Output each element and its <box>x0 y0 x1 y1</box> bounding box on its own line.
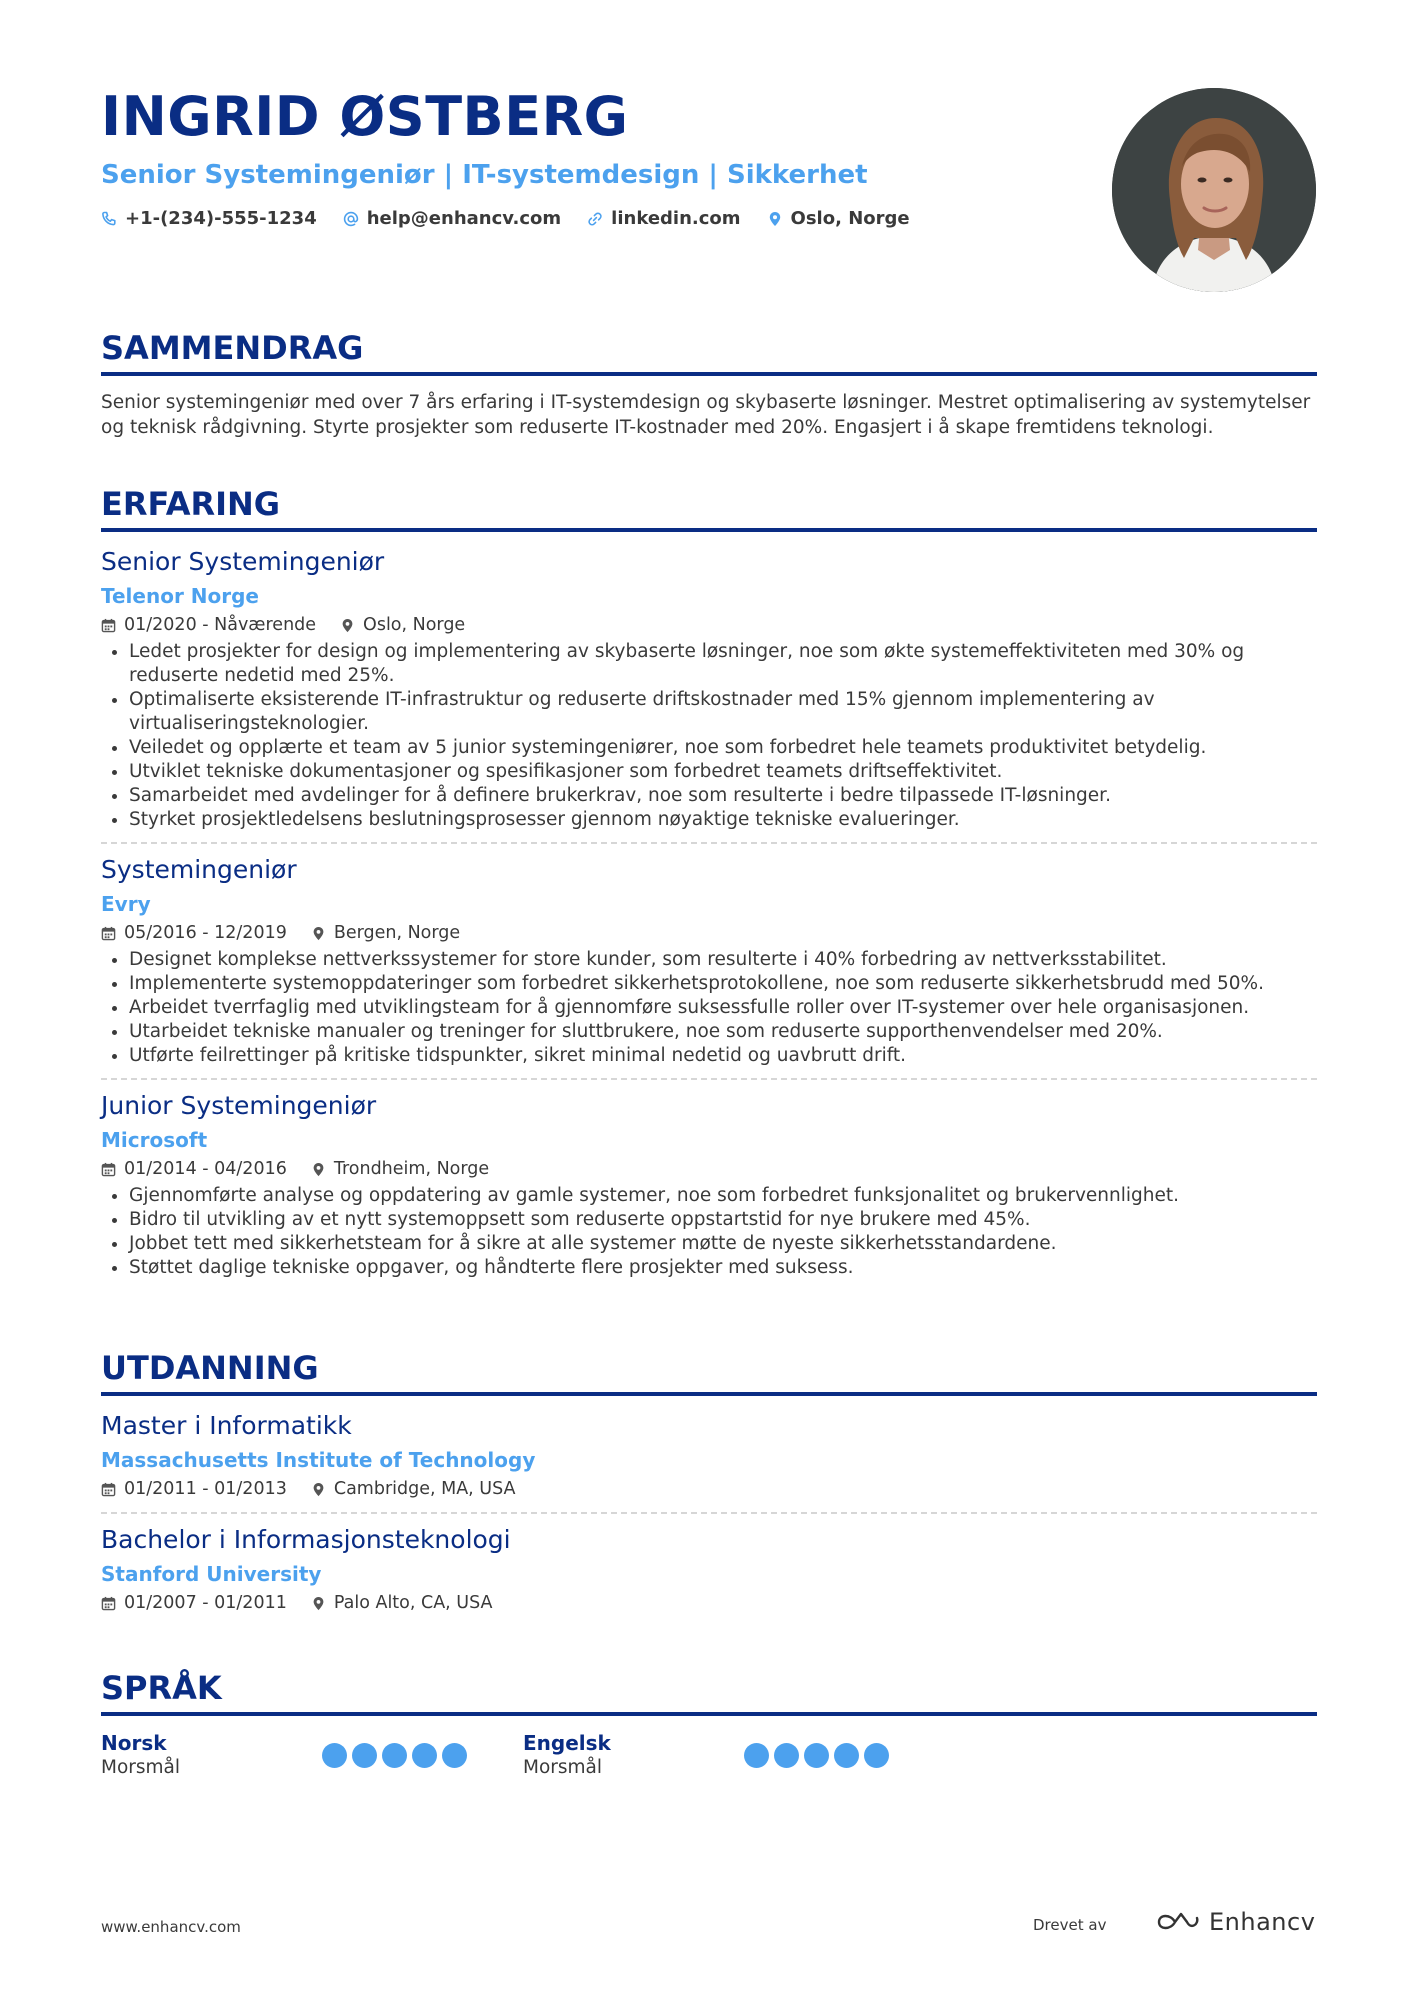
rating-dot <box>412 1743 437 1768</box>
contact-linkedin-text: linkedin.com <box>611 208 741 229</box>
education-meta <box>101 1476 1317 1502</box>
location-pin-icon <box>311 926 326 941</box>
contact-phone-text: +1-(234)-555-1234 <box>125 208 317 229</box>
job-bullets <box>101 640 1317 832</box>
resume-header <box>101 84 1101 229</box>
contact-email-text: help@enhancv.com <box>366 208 562 229</box>
education-entry <box>101 1410 1317 1502</box>
job-entry <box>101 1090 1317 1280</box>
summary-text: Senior systemingeniør med over 7 års erfaring i IT-systemdesign og skybaserte løsninger. Mestret optimalisering av systemytelser og teknisk rådgivning. Styrte prosjekter som reduserte IT-kostnader med 20%. Engasjert i å skape fremtidens teknologi. <box>101 392 1311 438</box>
contact-phone[interactable] <box>101 208 317 229</box>
education-entry <box>101 1524 1317 1616</box>
contact-linkedin[interactable] <box>587 208 740 229</box>
job-title: Senior Systemingeniør <box>101 547 385 576</box>
job-location: Trondheim, Norge <box>333 1159 490 1179</box>
job-dates: 05/2016 - 12/2019 <box>124 923 287 943</box>
bullet-item: • Utarbeidet tekniske manualer og treninger for sluttbrukere, noe som reduserte supporthenvendelser med 20%. <box>129 1020 1317 1044</box>
calendar-icon <box>101 1162 116 1177</box>
entry-divider <box>101 842 1317 844</box>
bullet-item: • Implementerte systemoppdateringer som forbedret sikkerhetsprotokollene, noe som reduserte sikkerhetsbrudd med 50%. <box>129 972 1317 996</box>
job-location: Oslo, Norge <box>363 615 466 635</box>
bullet-item: • Styrket prosjektledelsens beslutningsprosesser gjennom nøyaktige tekniske evalueringer. <box>129 808 1317 832</box>
company-name: Evry <box>101 892 151 916</box>
experience-heading: ERFARING <box>101 485 281 523</box>
job-dates: 01/2020 - Nåværende <box>124 615 317 635</box>
language-item <box>523 1730 889 1780</box>
page-footer <box>101 1908 1317 1948</box>
calendar-icon <box>101 618 116 633</box>
location-pin-icon <box>311 1482 326 1497</box>
rating-dot <box>804 1743 829 1768</box>
languages-section <box>101 1668 1317 1780</box>
bullet-item: • Jobbet tett med sikkerhetsteam for å sikre at alle systemer møtte de nyeste sikkerhetsstandardene. <box>129 1232 1317 1256</box>
bullet-item: • Støttet daglige tekniske oppgaver, og håndterte flere prosjekter med suksess. <box>129 1256 1317 1280</box>
location-pin-icon <box>311 1596 326 1611</box>
experience-section <box>101 484 1317 1280</box>
job-meta <box>101 1156 1317 1182</box>
bullet-item: • Optimaliserte eksisterende IT-infrastruktur og reduserte driftskostnader med 15% gjennom implementering av virtualiseringsteknologier. <box>129 688 1317 736</box>
education-meta <box>101 1590 1317 1616</box>
language-rating <box>744 1730 889 1780</box>
candidate-name: INGRID ØSTBERG <box>101 85 629 148</box>
rating-dot <box>382 1743 407 1768</box>
at-sign-icon <box>343 211 359 227</box>
company-name: Telenor Norge <box>101 584 259 608</box>
languages-heading: SPRÅK <box>101 1669 222 1707</box>
contact-email[interactable] <box>343 208 561 229</box>
bullet-item: • Ledet prosjekter for design og implementering av skybaserte løsninger, noe som økte systemeffektiviteten med 30% og reduserte nedetid med 25%. <box>129 640 1317 688</box>
education-heading: UTDANNING <box>101 1349 319 1387</box>
job-title: Systemingeniør <box>101 855 297 884</box>
calendar-icon <box>101 1482 116 1497</box>
summary-section <box>101 328 1317 440</box>
section-divider <box>101 1712 1317 1716</box>
brand-logo[interactable] <box>1155 1908 1315 1936</box>
education-dates: 01/2011 - 01/2013 <box>124 1479 287 1499</box>
company-name: Microsoft <box>101 1128 208 1152</box>
location-pin-icon <box>311 1162 326 1177</box>
footer-powered-by: Drevet av <box>1033 1916 1107 1934</box>
contact-bar <box>101 208 1101 229</box>
bullet-item: • Gjennomførte analyse og oppdatering av gamle systemer, noe som forbedret funksjonalitet og brukervennlighet. <box>129 1184 1317 1208</box>
bullet-item: • Arbeidet tverrfaglig med utviklingsteam for å gjennomføre suksessfulle roller over IT-systemer over hele organisasjonen. <box>129 996 1317 1020</box>
education-section <box>101 1348 1317 1616</box>
location-pin-icon <box>340 618 355 633</box>
enhancv-logo-icon <box>1155 1910 1201 1934</box>
school-name: Stanford University <box>101 1562 322 1586</box>
rating-dot <box>352 1743 377 1768</box>
summary-heading: SAMMENDRAG <box>101 329 364 367</box>
contact-location-text: Oslo, Norge <box>790 208 910 229</box>
link-icon <box>587 211 603 227</box>
job-entry <box>101 546 1317 832</box>
job-entry <box>101 854 1317 1068</box>
rating-dot <box>774 1743 799 1768</box>
rating-dot <box>744 1743 769 1768</box>
education-location: Cambridge, MA, USA <box>333 1479 516 1499</box>
rating-dot <box>322 1743 347 1768</box>
education-dates: 01/2007 - 01/2011 <box>124 1593 287 1613</box>
job-location: Bergen, Norge <box>333 923 461 943</box>
school-name: Massachusetts Institute of Technology <box>101 1448 536 1472</box>
job-bullets <box>101 1184 1317 1280</box>
bullet-item: • Veiledet og opplærte et team av 5 junior systemingeniører, noe som forbedret hele teamets produktivitet betydelig. <box>129 736 1317 760</box>
bullet-item: • Bidro til utvikling av et nytt systemoppsett som reduserte oppstartstid for nye brukere med 45%. <box>129 1208 1317 1232</box>
degree-title: Master i Informatikk <box>101 1411 352 1440</box>
languages-list <box>101 1730 1317 1780</box>
language-level: Morsmål <box>101 1757 181 1778</box>
language-item <box>101 1730 467 1780</box>
bullet-item: • Utviklet tekniske dokumentasjoner og spesifikasjoner som forbedret teamets driftseffektivitet. <box>129 760 1317 784</box>
job-meta <box>101 612 1317 638</box>
calendar-icon <box>101 1596 116 1611</box>
bullet-item: • Samarbeidet med avdelinger for å definere brukerkrav, noe som resulterte i bedre tilpassede IT-løsninger. <box>129 784 1317 808</box>
job-dates: 01/2014 - 04/2016 <box>124 1159 287 1179</box>
language-level: Morsmål <box>523 1757 603 1778</box>
rating-dot <box>442 1743 467 1768</box>
phone-icon <box>101 211 117 227</box>
job-meta <box>101 920 1317 946</box>
language-rating <box>322 1730 467 1780</box>
calendar-icon <box>101 926 116 941</box>
rating-dot <box>864 1743 889 1768</box>
bullet-item: • Utførte feilrettinger på kritiske tidspunkter, sikret minimal nedetid og uavbrutt drift. <box>129 1044 1317 1068</box>
rating-dot <box>834 1743 859 1768</box>
degree-title: Bachelor i Informasjonsteknologi <box>101 1525 511 1554</box>
section-divider <box>101 372 1317 376</box>
language-name: Engelsk <box>523 1731 611 1755</box>
entry-divider <box>101 1078 1317 1080</box>
contact-location <box>767 208 910 229</box>
job-bullets <box>101 948 1317 1068</box>
bullet-item: • Designet komplekse nettverkssystemer for store kunder, som resulterte i 40% forbedring av nettverksstabilitet. <box>129 948 1317 972</box>
profile-photo-illustration <box>1112 88 1316 292</box>
education-location: Palo Alto, CA, USA <box>333 1593 493 1613</box>
candidate-subtitle: Senior Systemingeniør | IT-systemdesign | Sikkerhet <box>101 160 868 190</box>
language-name: Norsk <box>101 1731 167 1755</box>
location-pin-icon <box>767 211 783 227</box>
entry-divider <box>101 1512 1317 1514</box>
job-title: Junior Systemingeniør <box>101 1091 377 1120</box>
section-divider <box>101 528 1317 532</box>
section-divider <box>101 1392 1317 1396</box>
profile-photo <box>1112 88 1316 292</box>
brand-name: Enhancv <box>1209 1908 1316 1936</box>
footer-url[interactable]: www.enhancv.com <box>101 1918 241 1936</box>
